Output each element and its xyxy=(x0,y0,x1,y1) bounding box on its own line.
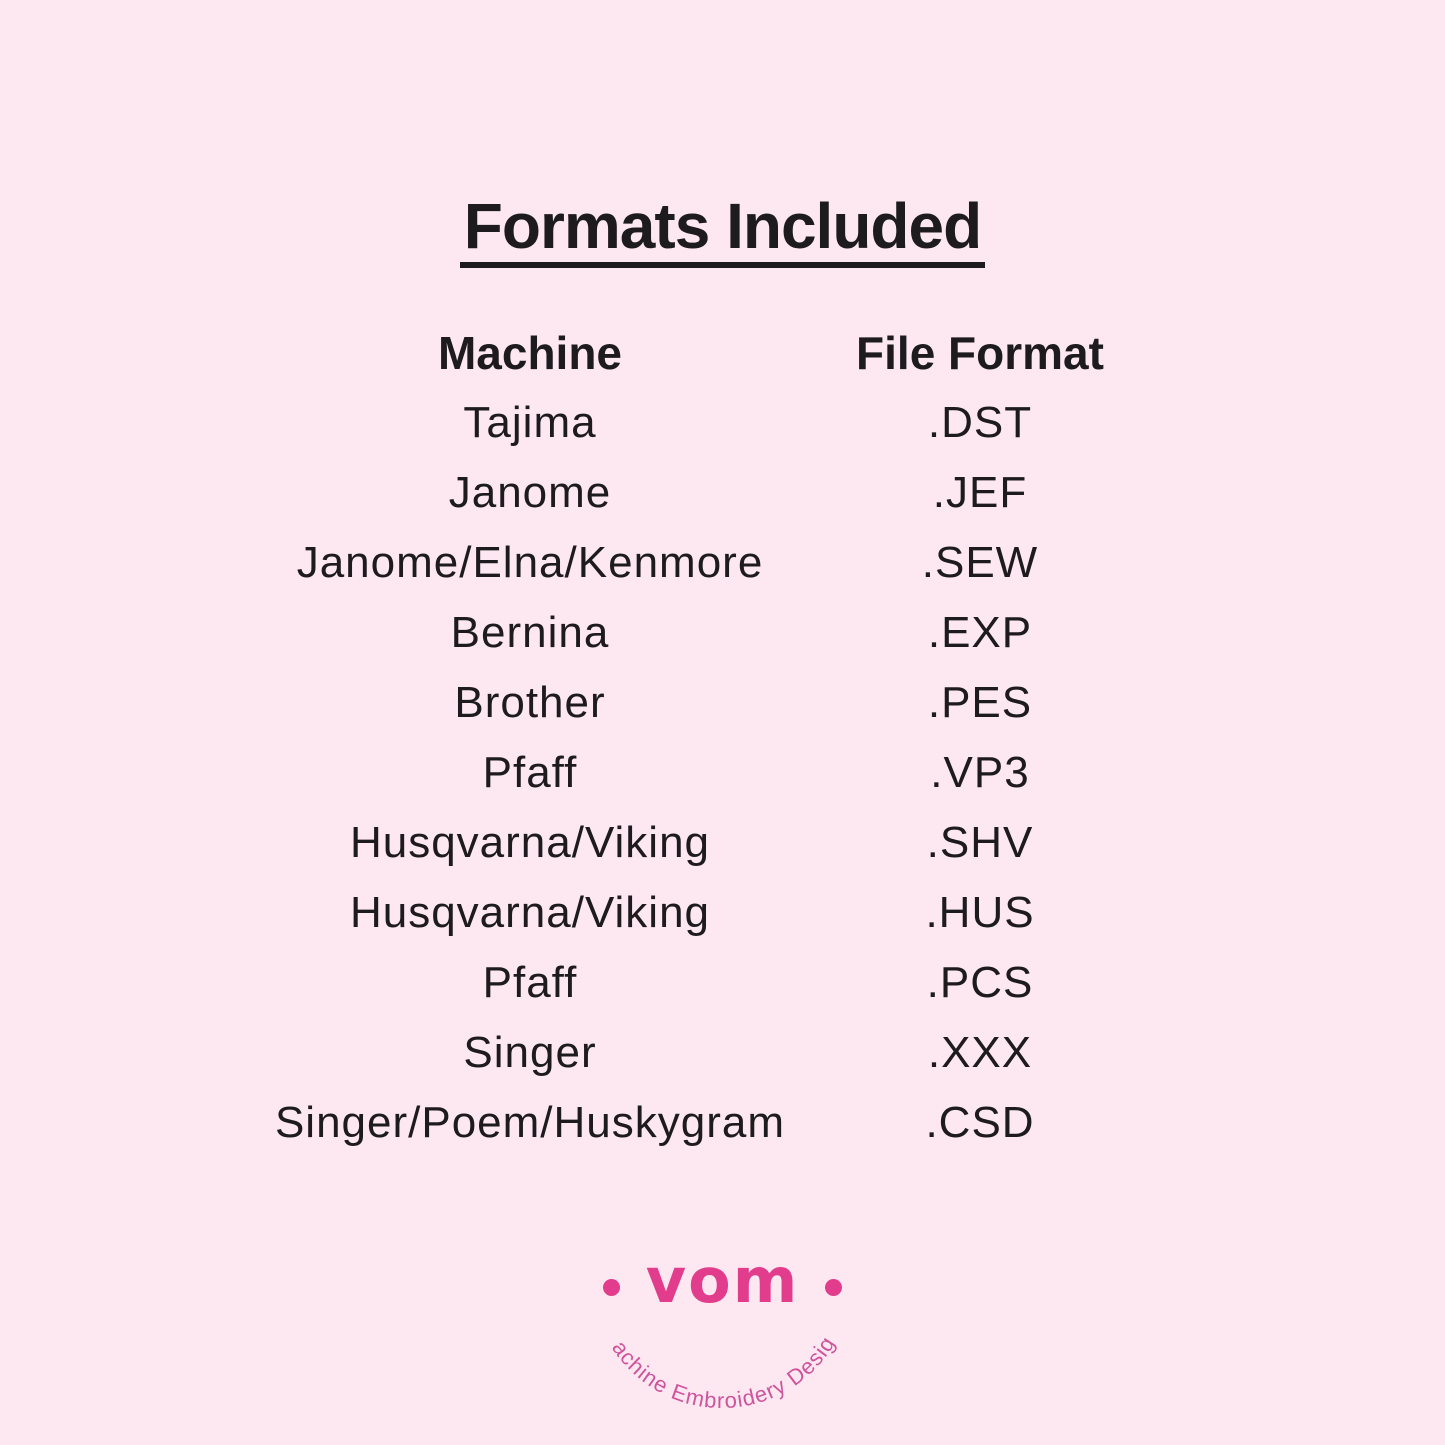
format-cell: .XXX xyxy=(927,1028,1033,1077)
machine-cell: Husqvarna/Viking xyxy=(349,818,711,867)
machine-cell: Brother xyxy=(454,678,606,727)
machine-cell: Husqvarna/Viking xyxy=(349,888,711,937)
machine-cell: Pfaff xyxy=(482,748,578,797)
formats-table xyxy=(180,318,1104,1158)
brand-wordmark: vom xyxy=(645,1244,800,1317)
format-cell: .DST xyxy=(927,398,1033,447)
page-title: Formats Included xyxy=(460,194,985,268)
format-cell: .CSD xyxy=(925,1098,1035,1147)
page-title-wrap xyxy=(0,190,1445,268)
format-cell: .SHV xyxy=(926,818,1034,867)
format-cell: .EXP xyxy=(927,608,1033,657)
format-cell: .VP3 xyxy=(930,748,1030,797)
format-cell: .PCS xyxy=(926,958,1034,1007)
machine-cell: Janome/Elna/Kenmore xyxy=(296,538,764,587)
machine-cell: Bernina xyxy=(450,608,610,657)
format-cell: .PES xyxy=(927,678,1033,727)
brand-tagline-arc xyxy=(512,1220,922,1440)
format-cell: .JEF xyxy=(932,468,1028,517)
brand-tagline: Machine Embroidery Design xyxy=(512,1220,841,1414)
brand-tagline-text xyxy=(512,1220,840,1413)
machine-cell: Tajima xyxy=(463,398,597,447)
file-format-column-header: File Format xyxy=(856,327,1104,379)
machine-cell: Singer xyxy=(463,1028,597,1077)
machine-cell: Janome xyxy=(448,468,612,517)
machine-cell: Singer/Poem/Huskygram xyxy=(274,1098,786,1147)
format-cell: .HUS xyxy=(925,888,1035,937)
format-cell: .SEW xyxy=(921,538,1039,587)
machine-column-header: Machine xyxy=(437,327,623,379)
machine-cell: Pfaff xyxy=(482,958,578,1007)
